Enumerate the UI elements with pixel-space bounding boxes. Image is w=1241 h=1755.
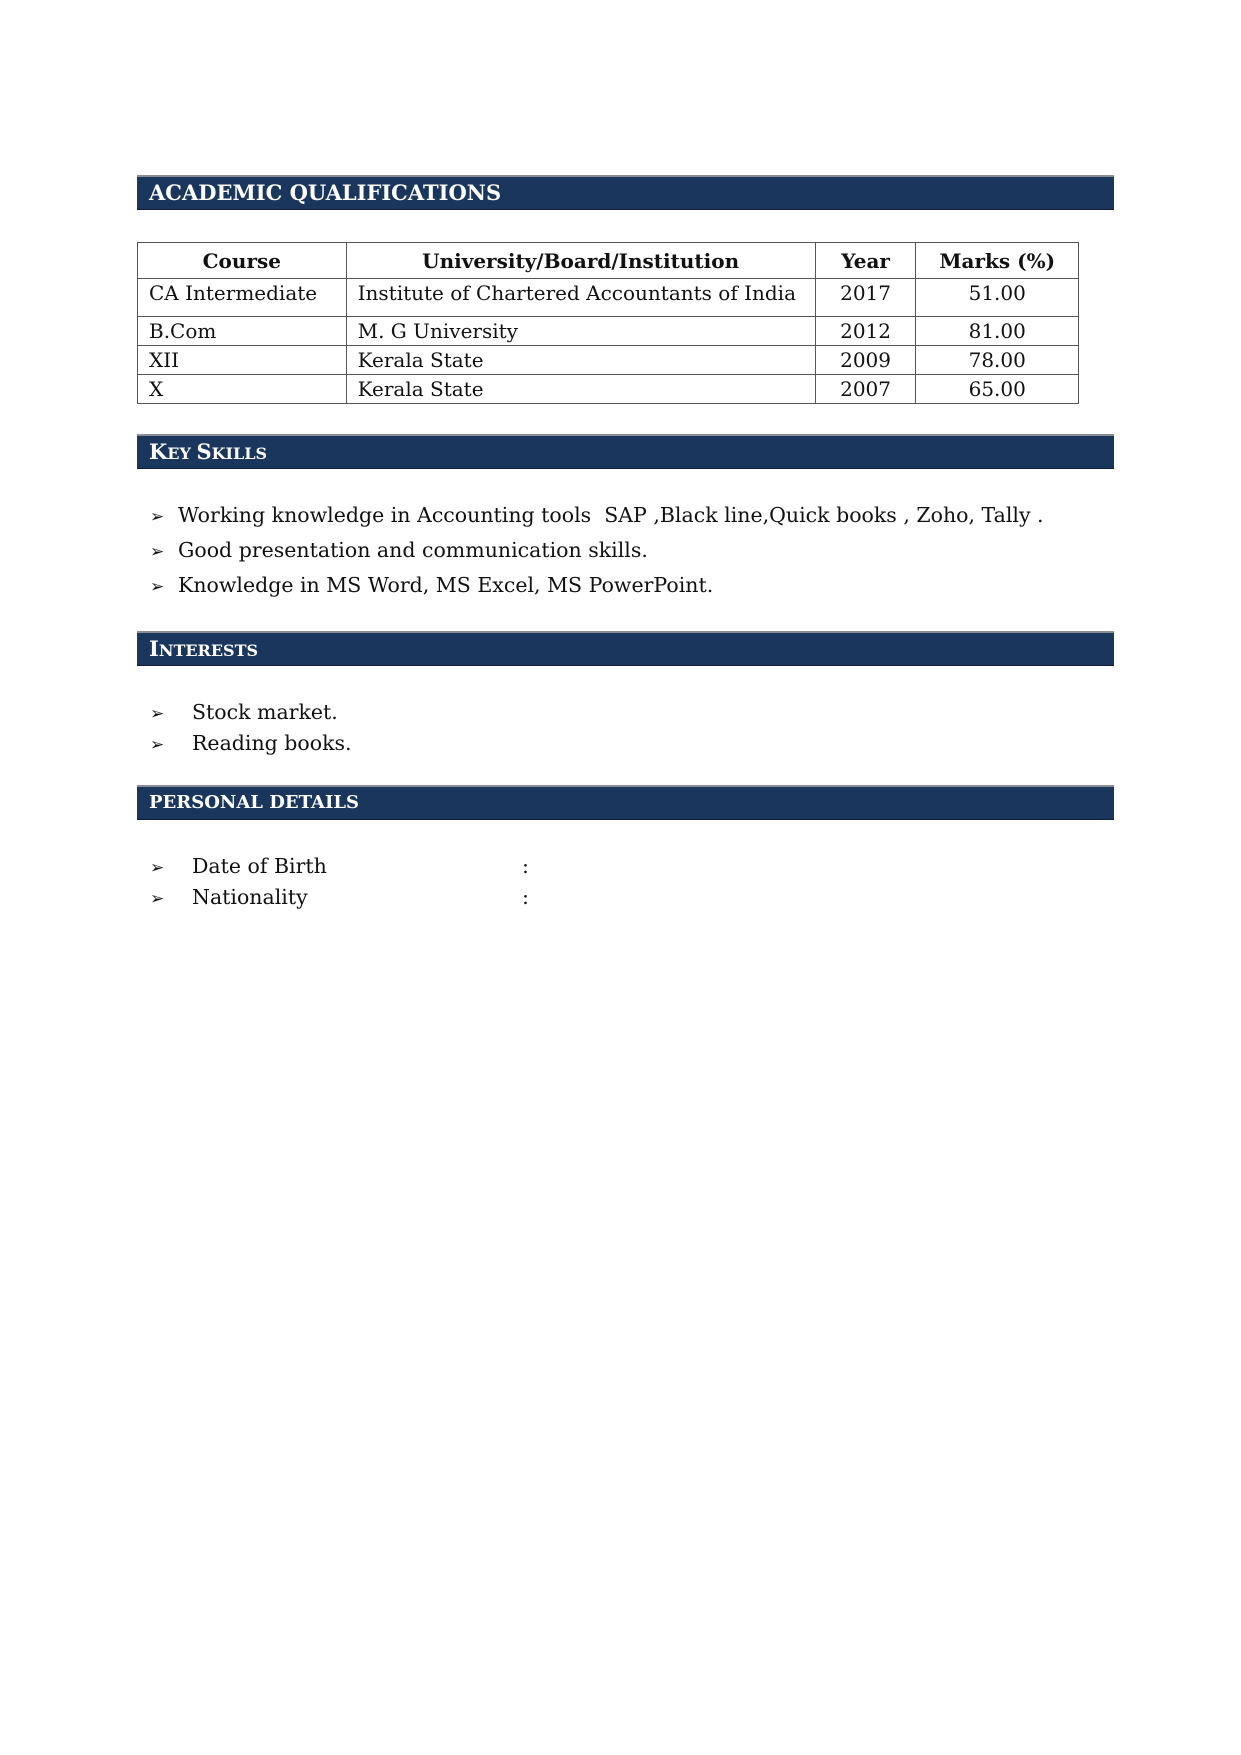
column-header-institution: University/Board/Institution bbox=[346, 243, 815, 279]
detail-label: Date of Birth bbox=[192, 854, 327, 878]
list-item bbox=[150, 728, 352, 759]
title-rest: KILLS bbox=[211, 444, 268, 463]
skill-text: Knowledge in MS Word, MS Excel, MS PowerPoint. bbox=[178, 573, 714, 597]
column-header-course: Course bbox=[138, 243, 347, 279]
title-initial: K bbox=[149, 439, 168, 464]
cell-marks: 81.00 bbox=[916, 317, 1079, 346]
cell-year: 2009 bbox=[815, 346, 916, 375]
table-row bbox=[138, 375, 1079, 404]
arrowhead-bullet-icon: ➢ bbox=[150, 889, 165, 909]
personal-details-list bbox=[150, 851, 529, 913]
list-item bbox=[150, 851, 529, 882]
interest-text: Reading books. bbox=[192, 731, 352, 755]
title-initial: S bbox=[196, 439, 212, 464]
arrowhead-bullet-icon: ➢ bbox=[150, 542, 165, 562]
list-item bbox=[150, 498, 1044, 533]
cell-marks: 51.00 bbox=[916, 279, 1079, 317]
cell-year: 2007 bbox=[815, 375, 916, 404]
cell-course: B.Com bbox=[138, 317, 347, 346]
list-item bbox=[150, 697, 352, 728]
cell-course: XII bbox=[138, 346, 347, 375]
column-header-year: Year bbox=[815, 243, 916, 279]
detail-separator: : bbox=[522, 885, 529, 909]
arrowhead-bullet-icon: ➢ bbox=[150, 858, 165, 878]
cell-year: 2012 bbox=[815, 317, 916, 346]
section-header-personal-details bbox=[137, 785, 1114, 820]
section-header-interests bbox=[137, 631, 1114, 666]
section-title: ACADEMIC QUALIFICATIONS bbox=[149, 180, 502, 205]
title-initial: I bbox=[149, 636, 159, 661]
column-header-marks: Marks (%) bbox=[916, 243, 1079, 279]
table-row bbox=[138, 346, 1079, 375]
academic-table bbox=[137, 242, 1079, 404]
title-rest: NTERESTS bbox=[158, 641, 259, 660]
key-skills-list bbox=[150, 498, 1044, 603]
detail-separator: : bbox=[522, 854, 529, 878]
arrowhead-bullet-icon: ➢ bbox=[150, 507, 165, 527]
skill-text: Good presentation and communication skills. bbox=[178, 538, 648, 562]
cell-institution: Kerala State bbox=[346, 346, 815, 375]
cell-course: CA Intermediate bbox=[138, 279, 347, 317]
detail-label: Nationality bbox=[192, 885, 308, 909]
section-header-key-skills bbox=[137, 434, 1114, 469]
section-title: PERSONAL DETAILS bbox=[149, 792, 360, 813]
arrowhead-bullet-icon: ➢ bbox=[150, 704, 165, 724]
title-rest: EY bbox=[167, 444, 197, 463]
arrowhead-bullet-icon: ➢ bbox=[150, 577, 165, 597]
cell-institution: M. G University bbox=[346, 317, 815, 346]
cell-marks: 65.00 bbox=[916, 375, 1079, 404]
table-row bbox=[138, 279, 1079, 317]
table-header-row bbox=[138, 243, 1079, 279]
section-header-academic bbox=[137, 175, 1114, 210]
list-item bbox=[150, 882, 529, 913]
skill-text: Working knowledge in Accounting tools SAP ,Black line,Quick books , Zoho, Tally . bbox=[178, 503, 1044, 527]
cell-course: X bbox=[138, 375, 347, 404]
cell-institution: Kerala State bbox=[346, 375, 815, 404]
cell-year: 2017 bbox=[815, 279, 916, 317]
cell-marks: 78.00 bbox=[916, 346, 1079, 375]
cell-institution: Institute of Chartered Accountants of India bbox=[346, 279, 815, 317]
table-row bbox=[138, 317, 1079, 346]
list-item bbox=[150, 568, 1044, 603]
list-item bbox=[150, 533, 1044, 568]
arrowhead-bullet-icon: ➢ bbox=[150, 735, 165, 755]
interest-text: Stock market. bbox=[192, 700, 338, 724]
interests-list bbox=[150, 697, 352, 759]
